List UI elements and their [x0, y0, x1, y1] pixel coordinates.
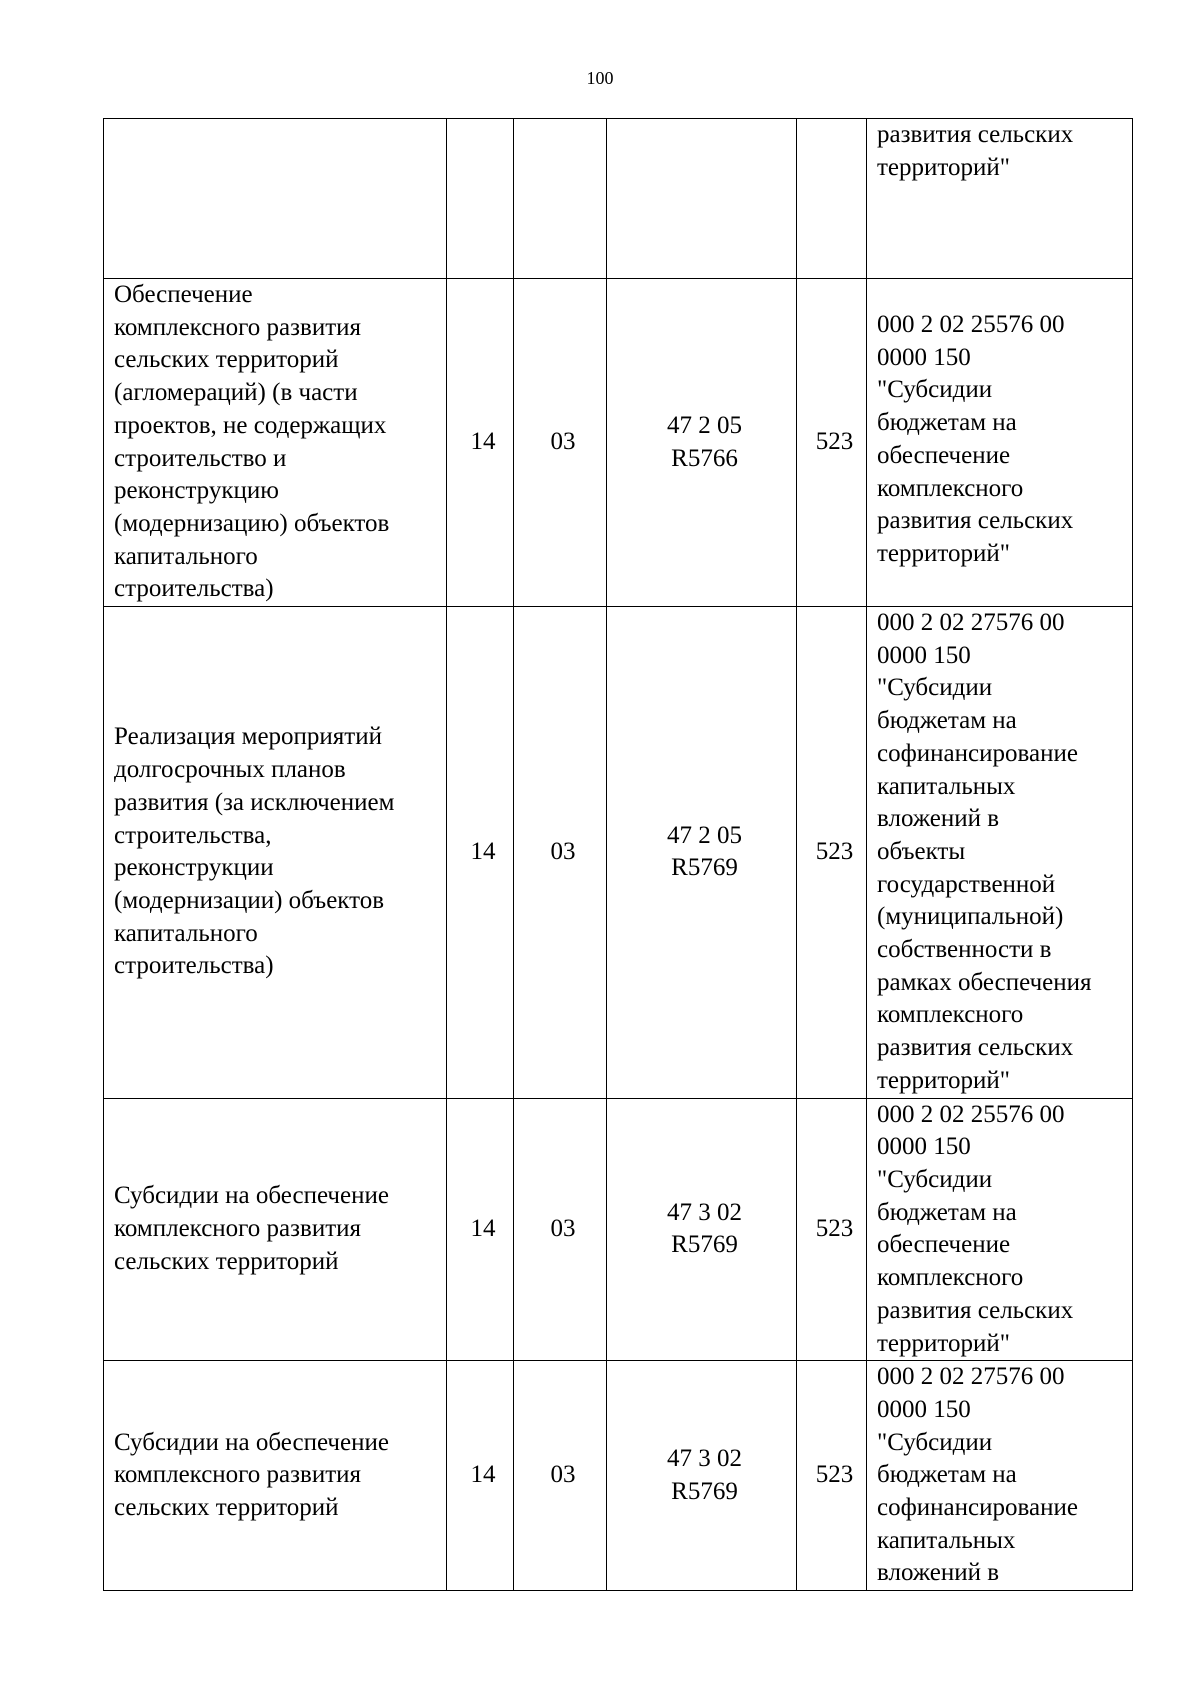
expense-type-cell: 523 — [797, 607, 867, 1099]
target-article-cell: 47 3 02 R5769 — [607, 1098, 797, 1361]
row-name-cell: Реализация мероприятий долгосрочных планов развития (за исключением строительства, реконструкции (модернизации) объектов капитального строительства) — [104, 607, 447, 1099]
row-name-cell: Субсидии на обеспечение комплексного развития сельских территорий — [104, 1361, 447, 1591]
revenue-code-cell: развития сельских территорий" — [867, 119, 1133, 279]
expense-type-cell: 523 — [797, 1098, 867, 1361]
subsection-cell: 03 — [514, 607, 607, 1099]
section-cell: 14 — [447, 607, 514, 1099]
subsection-cell — [514, 119, 607, 279]
section-cell: 14 — [447, 279, 514, 607]
page-number: 100 — [586, 68, 614, 88]
expense-type-cell — [797, 119, 867, 279]
table-row — [104, 279, 1133, 607]
revenue-code-cell: 000 2 02 25576 00 0000 150 "Субсидии бюджетам на обеспечение комплексного развития сельских территорий" — [867, 1098, 1133, 1361]
subsection-cell: 03 — [514, 1098, 607, 1361]
row-name-cell: Субсидии на обеспечение комплексного развития сельских территорий — [104, 1098, 447, 1361]
table-row — [104, 1361, 1133, 1591]
section-cell: 14 — [447, 1098, 514, 1361]
row-name-cell: Обеспечение комплексного развития сельских территорий (агломераций) (в части проектов, не содержащих строительство и реконструкцию (модернизацию) объектов капитального строительства) — [104, 279, 447, 607]
target-article-cell: 47 2 05 R5769 — [607, 607, 797, 1099]
target-article-cell — [607, 119, 797, 279]
revenue-code-cell: 000 2 02 27576 00 0000 150 "Субсидии бюджетам на софинансирование капитальных вложений в объекты государственной (муниципальной) собственности в рамках обеспечения комплексного развития сельских территорий" — [867, 607, 1133, 1099]
table-row — [104, 607, 1133, 1099]
expense-type-cell: 523 — [797, 1361, 867, 1591]
target-article-cell: 47 3 02 R5769 — [607, 1361, 797, 1591]
target-article-cell: 47 2 05 R5766 — [607, 279, 797, 607]
section-cell: 14 — [447, 1361, 514, 1591]
subsection-cell: 03 — [514, 279, 607, 607]
table-row — [104, 1098, 1133, 1361]
revenue-code-cell: 000 2 02 25576 00 0000 150 "Субсидии бюджетам на обеспечение комплексного развития сельских территорий" — [867, 279, 1133, 607]
subsection-cell: 03 — [514, 1361, 607, 1591]
expense-type-cell: 523 — [797, 279, 867, 607]
table-row — [104, 119, 1133, 279]
row-name-cell — [104, 119, 447, 279]
revenue-code-cell: 000 2 02 27576 00 0000 150 "Субсидии бюджетам на софинансирование капитальных вложений в — [867, 1361, 1133, 1591]
section-cell — [447, 119, 514, 279]
budget-table — [103, 118, 1133, 1591]
